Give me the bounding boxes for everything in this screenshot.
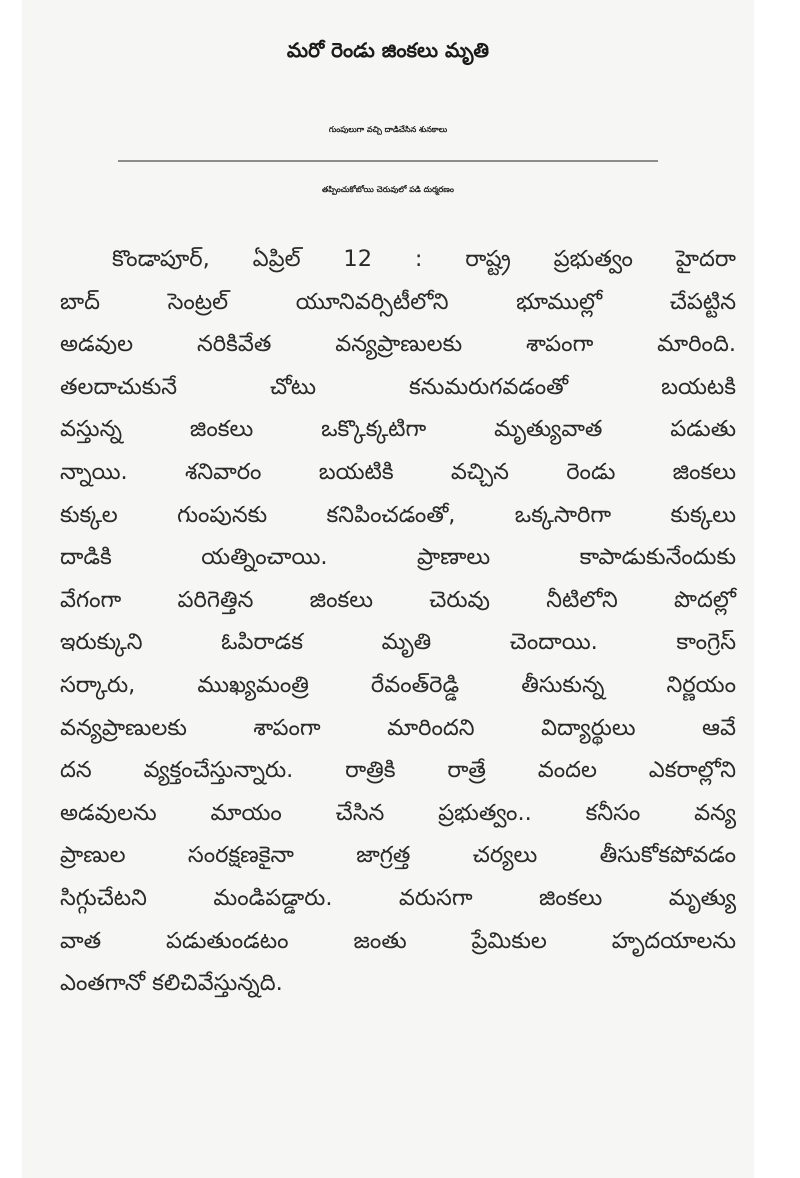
- body-line: వాత పడుతుండటం జంతు ప్రేమికుల హృదయాలను: [60, 927, 736, 954]
- body-line: దన వ్యక్తంచేస్తున్నారు. రాత్రికి రాత్రే వందల ఎకరాల్లోని: [60, 757, 736, 784]
- body-line: అడవుల నరికివేత వన్యప్రాణులకు శాపంగా మారింది.: [60, 331, 736, 358]
- body-line: తలదాచుకునే చోటు కనుమరుగవడంతో బయటకి: [60, 373, 736, 400]
- body-line: న్నాయి. శనివారం బయటికి వచ్చిన రెండు జింకలు: [60, 458, 736, 485]
- body-line: వేగంగా పరిగెత్తిన జింకలు చెరువు నీటిలోని పొదల్లో: [60, 586, 736, 613]
- article-body: [60, 238, 736, 1005]
- subheadline-divider: [118, 160, 658, 162]
- body-line: ఎంతగానో కలిచివేస్తున్నది.: [60, 970, 283, 997]
- body-line: దాడికి యత్నించాయి. ప్రాణాలు కాపాడుకునేందుకు: [60, 544, 736, 571]
- page-margin: [754, 0, 800, 1178]
- headline: మరో రెండు జింకలు మృతి: [286, 38, 490, 62]
- body-line: ఇరుక్కుని ఓపిరాడక మృతి చెందాయి. కాంగ్రెస్: [60, 629, 736, 656]
- body-line: ప్రాణుల సంరక్షణకైనా జాగ్రత్త చర్యలు తీసుకోకపోవడం: [60, 842, 736, 869]
- body-line: బాద్ సెంట్రల్ యూనివర్సిటీలోని భూముల్లో చేపట్టిన: [60, 288, 736, 315]
- body-line: సర్కారు, ముఖ్యమంత్రి రేవంత్‌రెడ్డి తీసుకున్న నిర్ణయం: [60, 671, 736, 698]
- news-clipping: [22, 0, 754, 1178]
- body-line: వన్యప్రాణులకు శాపంగా మారిందని విద్యార్థులు ఆవే: [60, 714, 736, 741]
- body-line: వస్తున్న జింకలు ఒక్కొక్కటిగా మృత్యువాత పడుతు: [60, 416, 736, 443]
- body-line: కుక్కల గుంపునకు కనిపించడంతో, ఒక్కసారిగా కుక్కలు: [60, 501, 736, 528]
- body-line: అడవులను మాయం చేసిన ప్రభుత్వం.. కనీసం వన్య: [60, 799, 736, 826]
- subheadline-secondary: తప్పించుకోబోయి చెరువులో పడి దుర్మరణం: [322, 185, 454, 194]
- body-line: సిగ్గుచేటని మండిపడ్డారు. వరుసగా జింకలు మృత్యు: [60, 884, 736, 911]
- subheadline-primary: గుంపులుగా వచ్చి దాడిచేసిన శునకాలు: [328, 125, 448, 134]
- body-line: కొండాపూర్, ఏప్రిల్ 12 : రాష్ట్ర ప్రభుత్వం హైదరా: [112, 246, 736, 272]
